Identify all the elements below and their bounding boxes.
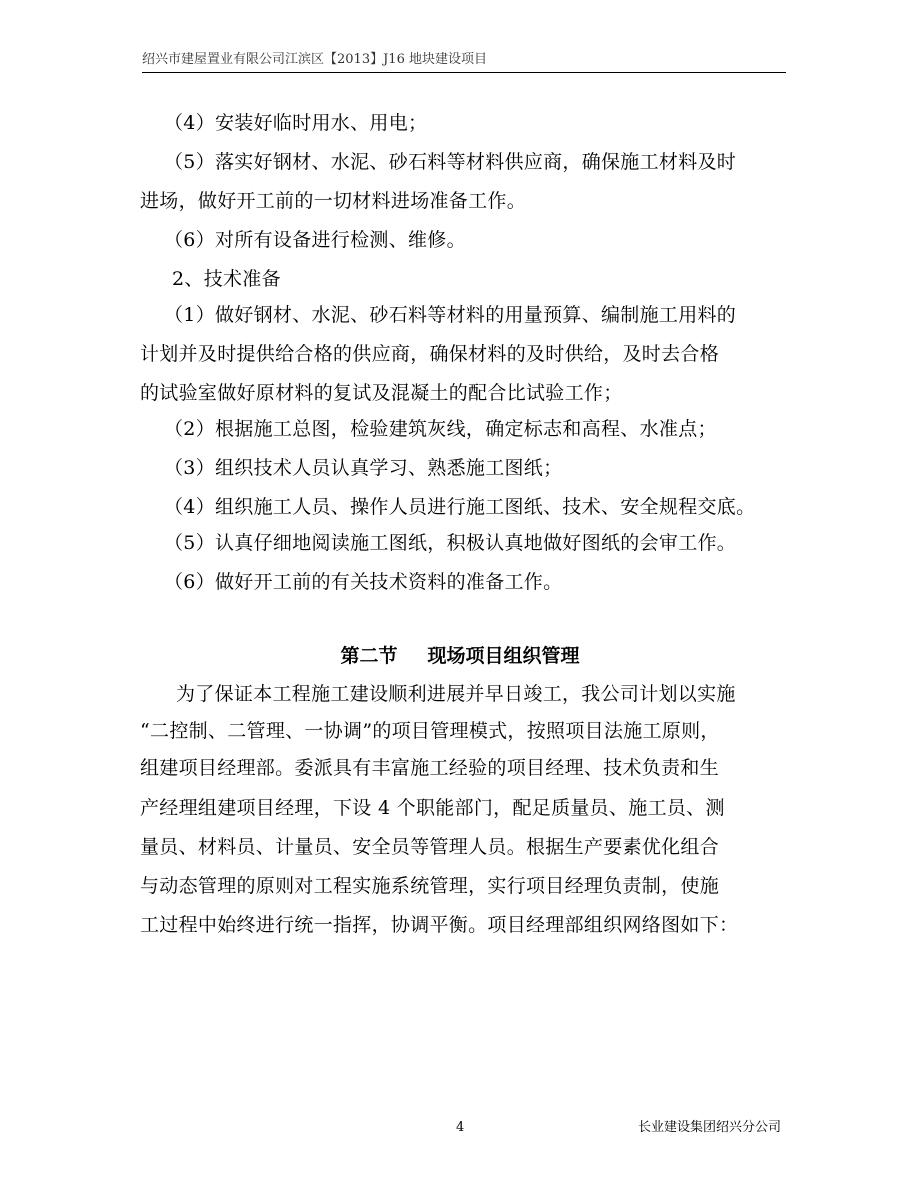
tech-prep-line: 计划并及时提供给合格的供应商，确保材料的及时供给，及时去合格 bbox=[140, 343, 720, 365]
tech-prep-line: （3）组织技术人员认真学习、熟悉施工图纸； bbox=[164, 457, 563, 479]
tech-prep-title: 2、技术准备 bbox=[172, 268, 281, 290]
tech-prep-line: 的试验室做好原材料的复试及混凝土的配合比试验工作； bbox=[140, 382, 623, 404]
paragraph-line: 量员、材料员、计量员、安全员等管理人员。根据生产要素优化组合 bbox=[140, 836, 720, 858]
paragraph-line: 组建项目经理部。委派具有丰富施工经验的项目经理、技术负责和生 bbox=[140, 757, 720, 779]
prep-item: （6）对所有设备进行检测、维修。 bbox=[164, 229, 466, 251]
tech-prep-line: （5）认真仔细地阅读施工图纸，积极认真地做好图纸的会审工作。 bbox=[164, 532, 737, 554]
tech-prep-line: （1）做好钢材、水泥、砂石料等材料的用量预算、编制施工用料的 bbox=[164, 304, 737, 326]
page-number: 4 bbox=[456, 1120, 465, 1135]
prep-item: （5）落实好钢材、水泥、砂石料等材料供应商，确保施工材料及时 bbox=[164, 151, 737, 173]
prep-item-continuation: 进场，做好开工前的一切材料进场准备工作。 bbox=[140, 190, 527, 212]
section-heading bbox=[0, 643, 920, 669]
tech-prep-line: （6）做好开工前的有关技术资料的准备工作。 bbox=[164, 571, 563, 593]
section-title: 现场项目组织管理 bbox=[427, 645, 580, 667]
prep-item: （4）安装好临时用水、用电； bbox=[164, 112, 428, 134]
header-title: 绍兴市建屋置业有限公司江滨区【2013】J16 地块建设项目 bbox=[142, 52, 487, 67]
footer-company: 长业建设集团绍兴分公司 bbox=[638, 1120, 782, 1135]
paragraph-line: 为了保证本工程施工建设顺利进展并早日竣工，我公司计划以实施 bbox=[176, 683, 736, 705]
paragraph-line: 产经理组建项目经理，下设 4 个职能部门，配足质量员、施工员、测 bbox=[140, 797, 725, 819]
paragraph-line: “二控制、二管理、一协调”的项目管理模式，按照项目法施工原则， bbox=[140, 720, 720, 742]
section-number: 第二节 bbox=[340, 645, 398, 667]
tech-prep-line: （2）根据施工总图，检验建筑灰线，确定标志和高程、水准点； bbox=[164, 418, 717, 440]
paragraph-line: 工过程中始终进行统一指挥，协调平衡。项目经理部组织网络图如下： bbox=[140, 914, 739, 936]
tech-prep-line: （4）组织施工人员、操作人员进行施工图纸、技术、安全规程交底。 bbox=[164, 496, 756, 518]
paragraph-line: 与动态管理的原则对工程实施系统管理，实行项目经理负责制，使施 bbox=[140, 875, 720, 897]
page-header bbox=[142, 50, 786, 73]
